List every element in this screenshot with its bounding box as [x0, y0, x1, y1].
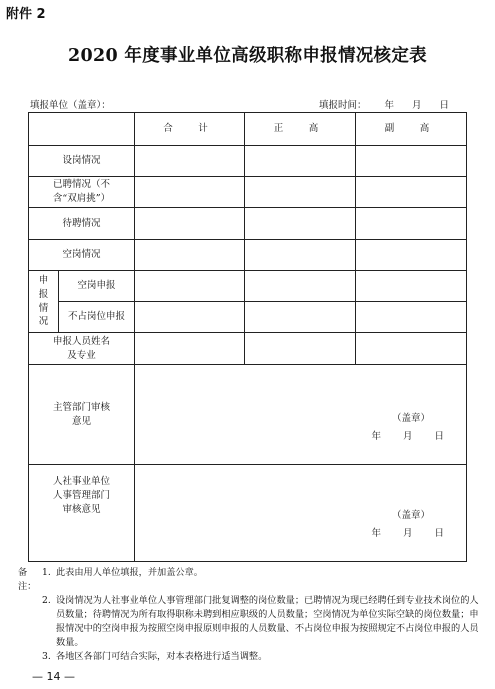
cell-applicants-vice[interactable] — [356, 333, 467, 365]
row-dept-review: 主管部门审核意见 — [29, 365, 135, 465]
row-vacancy: 空岗情况 — [29, 240, 135, 271]
table-row — [29, 333, 467, 365]
hr-seal-text: （盖章） — [391, 509, 430, 521]
cell-post-vice[interactable] — [356, 146, 467, 177]
table-row — [29, 240, 467, 271]
col-senior: 正 高 — [245, 113, 356, 146]
table-row — [29, 177, 467, 208]
notes — [18, 566, 480, 664]
note-item: 备注： 1. 此表由用人单位填报，并加盖公章。 — [18, 567, 203, 592]
notes-head: 备注： — [18, 567, 37, 592]
cell-applicants-senior[interactable] — [245, 333, 356, 365]
hr-review-area[interactable] — [135, 465, 467, 562]
cell-apply-nopost-vice[interactable] — [356, 302, 467, 333]
page-title: 2020 年度事业单位高级职称申报情况核定表 — [68, 46, 427, 66]
table-header-row — [29, 113, 467, 146]
cell-pending-total[interactable] — [135, 208, 245, 240]
row-post-status: 设岗情况 — [29, 146, 135, 177]
col-vice-senior: 副 高 — [356, 113, 467, 146]
dept-review-area[interactable] — [135, 365, 467, 465]
row-hr-review: 人社事业单位人事管理部门审核意见 — [29, 465, 135, 562]
page-number: — 14 — — [32, 670, 75, 683]
declaration-table — [28, 112, 467, 562]
table-row — [29, 302, 467, 333]
fill-time-label: 填报时间： — [319, 100, 367, 111]
fill-time-month: 月 — [412, 100, 422, 111]
cell-hired-senior[interactable] — [245, 177, 356, 208]
cell-apply-nopost-senior[interactable] — [245, 302, 356, 333]
row-apply-vacancy: 空岗申报 — [59, 271, 135, 302]
cell-pending-vice[interactable] — [356, 208, 467, 240]
row-apply-no-post: 不占岗位申报 — [59, 302, 135, 333]
dept-seal-text: （盖章） — [391, 412, 430, 424]
col-total: 合 计 — [135, 113, 245, 146]
row-pending: 待聘情况 — [29, 208, 135, 240]
hr-seal-date: 年 月 日 — [371, 527, 444, 539]
note-item: 2. 设岗情况为人社事业单位人事管理部门批复调整的岗位数量；已聘情况为现已经聘任到专业技术岗位的人员数量；待聘情况为所有取得职称未聘到相应职级的人员数量；空岗情况为单位实际空缺的岗位数量；申报情况中的空岗申报为按照空岗申报原则申报的人员数量、不占岗位申报为按照规定不占岗位申报的人员数量。 — [42, 595, 479, 648]
cell-apply-vacancy-senior[interactable] — [245, 271, 356, 302]
cell-post-senior[interactable] — [245, 146, 356, 177]
cell-apply-vacancy-vice[interactable] — [356, 271, 467, 302]
cell-hired-total[interactable] — [135, 177, 245, 208]
row-hired: 已聘情况（不含“双肩挑”） — [29, 177, 135, 208]
table-row — [29, 146, 467, 177]
cell-apply-nopost-total[interactable] — [135, 302, 245, 333]
table-row — [29, 271, 467, 302]
fill-unit-label: 填报单位（盖章）： — [30, 100, 111, 111]
note-item: 3. 各地区各部门可结合实际，对本表格进行适当调整。 — [42, 651, 268, 662]
fill-time-year: 年 — [384, 100, 395, 111]
cell-applicants-total[interactable] — [135, 333, 245, 365]
cell-post-total[interactable] — [135, 146, 245, 177]
cell-vacancy-vice[interactable] — [356, 240, 467, 271]
table-row — [29, 465, 467, 562]
attachment-label: 附件 2 — [6, 7, 46, 22]
table-row — [29, 208, 467, 240]
dept-seal-date: 年 月 日 — [371, 430, 444, 442]
cell-apply-vacancy-total[interactable] — [135, 271, 245, 302]
cell-vacancy-senior[interactable] — [245, 240, 356, 271]
table-row — [29, 365, 467, 465]
corner-cell — [29, 113, 135, 146]
row-applicants: 申报人员姓名及专业 — [29, 333, 135, 365]
cell-pending-senior[interactable] — [245, 208, 356, 240]
cell-vacancy-total[interactable] — [135, 240, 245, 271]
fill-time-day: 日 — [439, 100, 450, 111]
fill-time — [319, 97, 449, 111]
row-apply-group: 申报情况 — [29, 271, 59, 333]
cell-hired-vice[interactable] — [356, 177, 467, 208]
